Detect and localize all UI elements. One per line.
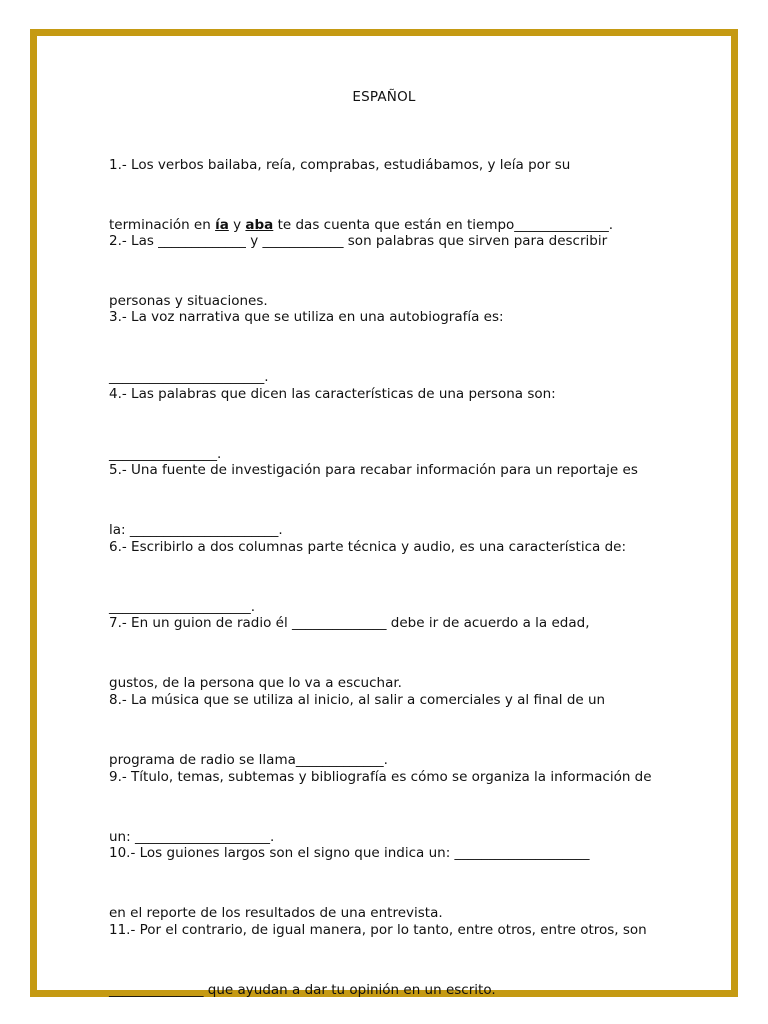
question-line: programa de radio se llama_____________. <box>109 752 388 768</box>
term-ia: ía <box>215 217 229 233</box>
question-line: _______________________. <box>109 369 269 385</box>
question-line: 5.- Una fuente de investigación para recabar información para un reportaje es <box>109 462 638 478</box>
question-1-text-c: te das cuenta que están en tiempo______________. <box>273 217 614 233</box>
question-1-text-b: y <box>228 217 246 233</box>
question-line: 2.- Las _____________ y ____________ son palabras que sirven para describir <box>109 233 608 249</box>
question-line: 11.- Por el contrario, de igual manera, por lo tanto, entre otros, entre otros, son <box>109 922 647 938</box>
question-line: 7.- En un guion de radio él ______________ debe ir de acuerdo a la edad, <box>109 615 590 631</box>
question-line: en el reporte de los resultados de una entrevista. <box>109 905 443 921</box>
question-line: la: ______________________. <box>109 522 283 538</box>
question-1-line-1: 1.- Los verbos bailaba, reía, comprabas, estudiábamos, y leía por su <box>109 157 571 173</box>
question-line: 9.- Título, temas, subtemas y bibliografía es cómo se organiza la información de <box>109 769 652 785</box>
question-line: _____________________. <box>109 599 256 615</box>
question-line: un: ____________________. <box>109 829 275 845</box>
question-line: 6.- Escribirlo a dos columnas parte técnica y audio, es una característica de: <box>109 539 627 555</box>
question-line: 8.- La música que se utiliza al inicio, al salir a comerciales y al final de un <box>109 692 606 708</box>
question-line: personas y situaciones. <box>109 293 268 309</box>
question-line: 10.- Los guiones largos son el signo que indica un: ____________________ <box>109 845 590 861</box>
question-1-text-a: terminación en <box>109 217 216 233</box>
question-line: ________________. <box>109 446 222 462</box>
question-line: gustos, de la persona que lo va a escuchar. <box>109 675 402 691</box>
question-line: 3.- La voz narrativa que se utiliza en una autobiografía es: <box>109 309 504 325</box>
question-line: 4.- Las palabras que dicen las características de una persona son: <box>109 386 556 402</box>
question-line: ______________ que ayudan a dar tu opinión en un escrito. <box>109 982 496 998</box>
question-11 <box>109 880 669 1020</box>
page-title: ESPAÑOL <box>352 89 416 105</box>
term-aba: aba <box>245 217 274 233</box>
